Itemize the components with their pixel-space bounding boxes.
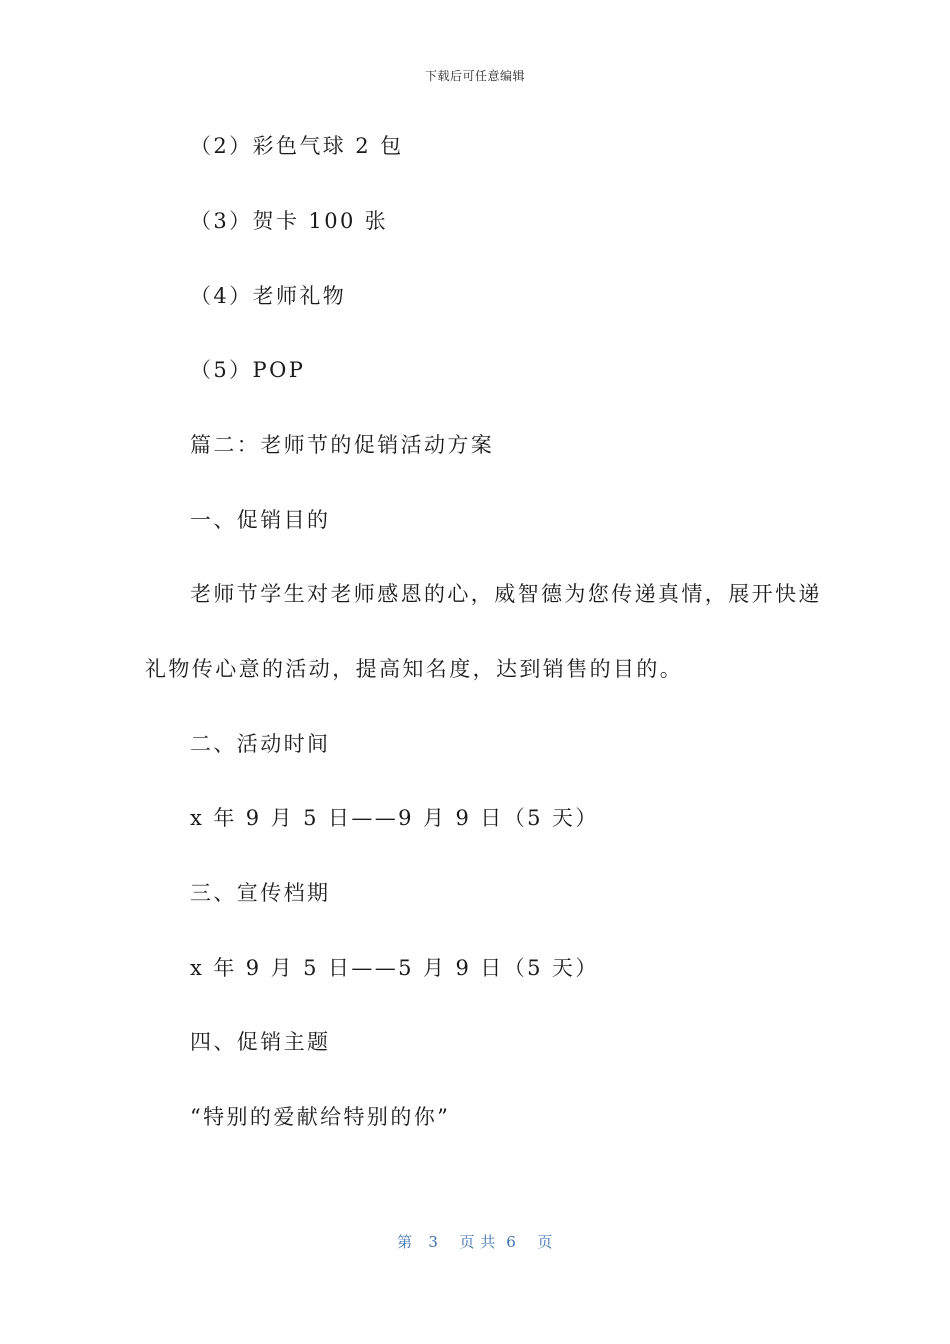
promo-schedule-text: x 年 9 月 5 日——5 月 9 日（5 天） (190, 956, 599, 980)
activity-time-text: x 年 9 月 5 日——9 月 9 日（5 天） (190, 806, 599, 830)
list-item-5: （5）POP (190, 358, 306, 382)
heading-promo-schedule: 三、宣传档期 (190, 881, 331, 905)
paragraph-purpose-line-2: 礼物传心意的活动，提高知名度，达到销售的目的。 (145, 657, 684, 681)
heading-promo-theme: 四、促销主题 (190, 1030, 331, 1054)
heading-promotion-purpose: 一、促销目的 (190, 508, 331, 532)
list-item-2: （2）彩色气球 2 包 (190, 134, 404, 158)
list-item-4: （4）老师礼物 (190, 284, 347, 308)
promo-theme-text: “特别的爱献给特别的你” (190, 1105, 451, 1129)
page-number-footer: 第 3 页 共 6 页 (397, 1233, 553, 1251)
paragraph-purpose-line-1: 老师节学生对老师感恩的心，威智德为您传递真情，展开快递 (190, 582, 822, 606)
header-note: 下载后可任意编辑 (424, 69, 525, 83)
heading-activity-time: 二、活动时间 (190, 732, 331, 756)
section-title: 篇二：老师节的促销活动方案 (190, 433, 495, 457)
list-item-3: （3）贺卡 100 张 (190, 209, 389, 233)
